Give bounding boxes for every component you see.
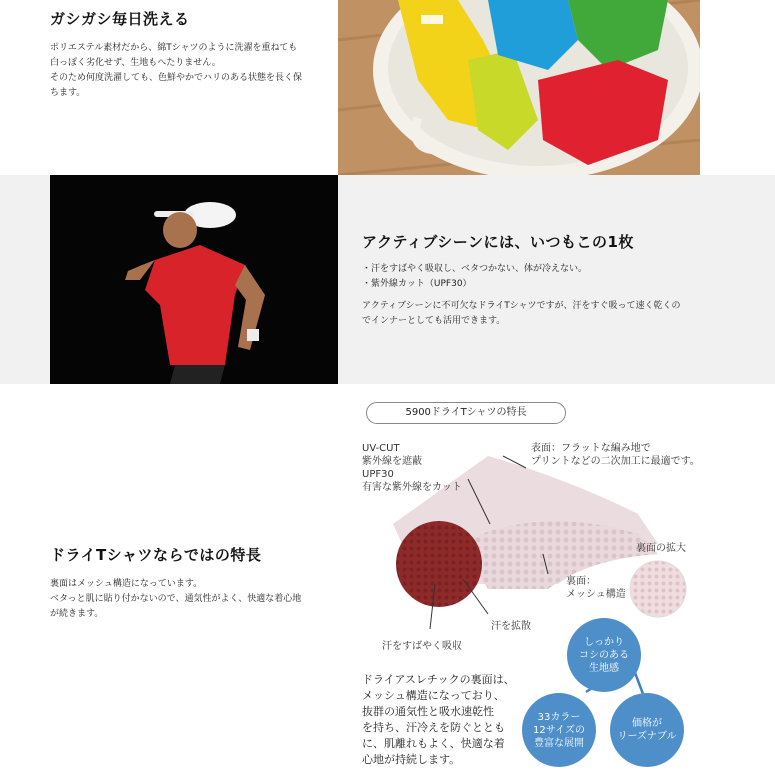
wash-title: ガシガシ毎日洗える [50, 10, 190, 28]
wash-section [0, 0, 775, 175]
laundry-photo [338, 0, 700, 175]
circle-line: 33カラー [537, 711, 581, 723]
uv-cut-line: 有害な紫外線をカット [362, 482, 462, 493]
back-surface-label [566, 575, 626, 601]
runner-photo [50, 175, 338, 384]
front-surface-label [531, 442, 700, 468]
uv-cut-line: UPF30 [362, 469, 394, 480]
features-section [0, 384, 775, 775]
circle-line: コシのある [579, 649, 629, 661]
zoom-label: 裏面の拡大 [636, 543, 686, 554]
uv-cut-line: 紫外線を遮蔽 [362, 456, 422, 467]
description-line: 抜群の通気性と吸水速乾性 [362, 705, 494, 718]
circle-line: リーズナブル [617, 731, 677, 742]
wash-body-line: 白っぽく劣化せず、生地もへたりません。 [50, 58, 221, 68]
back-surface-line: メッシュ構造 [566, 589, 626, 600]
circle-line: 価格が [632, 718, 662, 729]
circle-line: 12サイズの [533, 724, 585, 736]
feature-circle-fabric [567, 618, 641, 692]
active-bullet: ・汗をすばやく吸収し、ベタつかない、体が冷えない。 [362, 264, 588, 274]
description-line: ドライアスレチックの裏面は、 [362, 673, 515, 686]
features-body-line: 裏面はメッシュ構造になっています。 [50, 579, 203, 589]
active-body-line: でインナーとしても活用できます。 [362, 316, 506, 326]
feature-circle-colors [522, 693, 596, 767]
active-body-line: アクティブシーンに不可欠なドライTシャツですが、汗をすぐ吸って速く乾くの [362, 301, 681, 311]
description-text [362, 672, 515, 768]
front-surface-line: プリントなどの二次加工に最適です。 [531, 456, 700, 467]
diagram-badge: 5900ドライTシャツの特長 [366, 402, 566, 424]
description-line: メッシュ構造になっており、 [362, 689, 505, 702]
active-section [0, 175, 775, 384]
circle-line: 豊富な展開 [534, 737, 584, 749]
feature-circle-price [610, 693, 684, 767]
wash-body-line: ポリエステル素材だから、綿Tシャツのように洗濯を重ねても [50, 43, 298, 53]
features-title: ドライTシャツならではの特長 [50, 546, 262, 564]
circle-line: 生地感 [589, 662, 619, 674]
description-line: に、肌離れもよく、快適な着 [362, 737, 505, 750]
description-line: 心地が持続します。 [362, 753, 461, 766]
active-body [362, 299, 707, 329]
spread-label: 汗を拡散 [491, 621, 531, 632]
description-line: を持ち、汗冷えを防ぐととも [362, 721, 505, 734]
uv-cut-label [362, 442, 462, 494]
feature-diagram [338, 384, 775, 775]
features-body-line: が続きます。 [50, 609, 104, 619]
wash-body-line: そのため何度洗濯しても、色鮮やかでハリのある状態を長く保 [50, 73, 303, 83]
back-surface-line: 裏面： [566, 576, 596, 587]
circle-line: しっかり [584, 636, 624, 648]
wash-body [50, 41, 330, 101]
absorb-label: 汗をすばやく吸収 [382, 641, 462, 652]
active-bullet: ・紫外線カット（UPF30） [362, 279, 472, 289]
active-bullets [362, 262, 702, 292]
front-surface-line: 表面：フラットな編み地で [531, 443, 651, 454]
uv-cut-line: UV-CUT [362, 443, 400, 454]
active-title: アクティブシーンには、いつもこの1枚 [362, 233, 634, 251]
features-body-line: ベタっと肌に貼り付かないので、通気性がよく、快適な着心地 [50, 594, 302, 604]
wash-body-line: ちます。 [50, 88, 86, 98]
features-body [50, 577, 340, 622]
